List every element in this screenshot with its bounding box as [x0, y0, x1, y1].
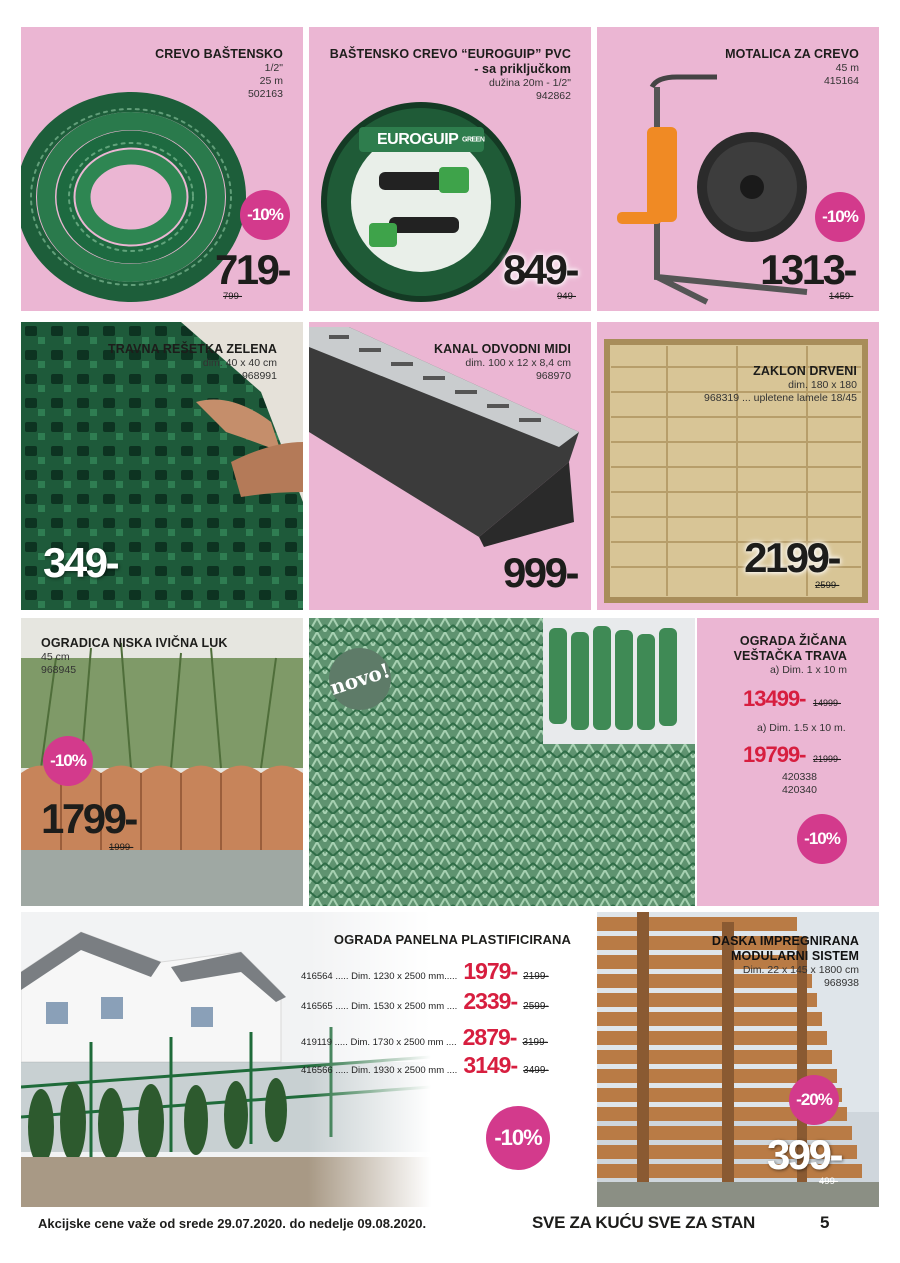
- panel-row-3: [301, 1024, 548, 1051]
- grid-dimensions: dim. 40 x 40 cm: [202, 357, 277, 369]
- artgrass-old-price-b: 21999-: [812, 754, 841, 764]
- channel-price: 999-: [502, 549, 577, 596]
- panel-row-2-spec: 416565 ..... Dim. 1530 x 2500 mm ....: [301, 1001, 458, 1012]
- panel-discount-badge: -10%: [486, 1106, 550, 1170]
- product-plank: [597, 912, 879, 1207]
- artgrass-option-b: a) Dim. 1.5 x 10 m.: [757, 722, 846, 734]
- panel-row-3-old-price: 3199-: [522, 1037, 549, 1048]
- hose-size: 1/2": [264, 62, 283, 74]
- product-border: [21, 618, 303, 906]
- euroguip-brand: [377, 131, 484, 149]
- product-hose: [21, 27, 303, 311]
- page-number: 5: [820, 1213, 830, 1232]
- panel-row-3-spec: 419119 ..... Dim. 1730 x 2500 mm ....: [301, 1037, 457, 1048]
- product-screen: [597, 322, 879, 610]
- reel-old-price: 1459-: [829, 291, 854, 302]
- screen-code: 968319 ... upletene lamele 18/45: [704, 392, 857, 404]
- product-channel: [309, 322, 591, 610]
- hose-title: CREVO BAŠTENSKO: [155, 47, 283, 61]
- product-artgrass-image: [309, 618, 695, 906]
- product-panel: [21, 912, 591, 1207]
- artgrass-price-a: 13499-: [743, 686, 806, 711]
- plank-dimensions: Dim. 22 x 145 x 1800 cm: [742, 964, 859, 976]
- border-price: 1799-: [41, 795, 136, 842]
- plank-code: 968938: [823, 977, 859, 989]
- validity-note: Akcijske cene važe od srede 29.07.2020. do nedelje 09.08.2020.: [38, 1216, 427, 1231]
- hose-length: 25 m: [259, 75, 283, 87]
- product-euroguip: [309, 27, 591, 311]
- hose-discount-badge: -10%: [240, 190, 290, 240]
- euroguip-old-price: 949-: [557, 291, 577, 302]
- reel-discount-badge: -10%: [815, 192, 865, 242]
- artgrass-discount-badge: -10%: [797, 814, 847, 864]
- grid-title: TRAVNA REŠETKA ZELENA: [107, 342, 277, 356]
- screen-old-price: 2599-: [815, 580, 840, 591]
- plank-price: 399-: [766, 1131, 841, 1178]
- panel-row-4-spec: 416566 ..... Dim. 1930 x 2500 mm ....: [301, 1065, 458, 1076]
- border-height: 45 cm: [41, 651, 70, 663]
- channel-dimensions: dim. 100 x 12 x 8,4 cm: [465, 357, 571, 369]
- euroguip-brand-name: EUROGUIP: [377, 131, 459, 148]
- panel-row-2-price: 2339-: [463, 988, 518, 1014]
- reel-price: 1313-: [760, 246, 855, 293]
- plank-old-price: 499-: [819, 1176, 839, 1187]
- artgrass-code-1: 420338: [781, 771, 817, 783]
- euroguip-price: 849-: [502, 246, 577, 293]
- hose-code: 502163: [247, 88, 283, 100]
- screen-price: 2199-: [744, 534, 839, 581]
- panel-title: OGRADA PANELNA PLASTIFICIRANA: [333, 932, 571, 947]
- reel-code: 415164: [823, 75, 859, 87]
- store-slogan: SVE ZA KUĆU SVE ZA STAN: [532, 1213, 755, 1232]
- product-artgrass: [697, 618, 879, 906]
- euroguip-title-2: - sa priključkom: [474, 62, 571, 76]
- border-code: 968945: [41, 664, 77, 676]
- panel-row-2: [301, 988, 549, 1015]
- border-discount-badge: -10%: [43, 736, 93, 786]
- screen-title: ZAKLON DRVENI: [753, 364, 857, 378]
- hose-old-price: 799-: [223, 291, 243, 302]
- grid-code: 968991: [241, 370, 277, 382]
- euroguip-code: 942862: [535, 90, 571, 102]
- artgrass-title: OGRADA ŽIČANA: [739, 634, 847, 648]
- artgrass-option-a: a) Dim. 1 x 10 m: [769, 664, 847, 676]
- screen-dimensions: dim. 180 x 180: [788, 379, 857, 391]
- artgrass-old-price-a: 14999-: [812, 698, 841, 708]
- grid-price: 349-: [43, 539, 118, 586]
- euroguip-title: BAŠTENSKO CREVO “EUROGUIP” PVC: [329, 47, 571, 61]
- artgrass-price-b: 19799-: [743, 742, 806, 767]
- panel-row-4-old-price: 3499-: [523, 1065, 549, 1076]
- panel-row-1: [301, 958, 549, 985]
- reel-title: MOTALICA ZA CREVO: [725, 47, 859, 61]
- artgrass-code-2: 420340: [781, 784, 817, 796]
- product-reel: [597, 27, 879, 311]
- panel-row-1-old-price: 2199-: [523, 971, 549, 982]
- plank-title-2: MODULARNI SISTEM: [731, 949, 859, 963]
- artgrass-price-a-row: [743, 686, 841, 712]
- panel-row-3-price: 2879-: [462, 1024, 517, 1050]
- artgrass-price-b-row: [743, 742, 841, 768]
- hose-price: 719-: [214, 246, 289, 293]
- panel-row-1-spec: 416564 ..... Dim. 1230 x 2500 mm.....: [301, 971, 458, 982]
- new-product-badge: novo!: [321, 640, 399, 718]
- plank-discount-badge: -20%: [789, 1075, 839, 1125]
- channel-code: 968970: [535, 370, 571, 382]
- product-grid: [21, 322, 303, 610]
- euroguip-brand-sub: GREEN: [462, 136, 485, 144]
- euroguip-length: dužina 20m - 1/2": [489, 77, 571, 89]
- border-title: OGRADICA NISKA IVIČNA LUK: [41, 636, 228, 650]
- artgrass-title-2: VEŠTAČKA TRAVA: [733, 649, 847, 663]
- channel-title: KANAL ODVODNI MIDI: [434, 342, 571, 356]
- plank-title: DASKA IMPREGNIRANA: [711, 934, 859, 948]
- reel-length: 45 m: [835, 62, 859, 74]
- panel-row-2-old-price: 2599-: [523, 1001, 549, 1012]
- panel-row-1-price: 1979-: [463, 958, 518, 984]
- border-old-price: 1999-: [109, 842, 134, 853]
- panel-row-4: [301, 1052, 549, 1079]
- panel-row-4-price: 3149-: [463, 1052, 518, 1078]
